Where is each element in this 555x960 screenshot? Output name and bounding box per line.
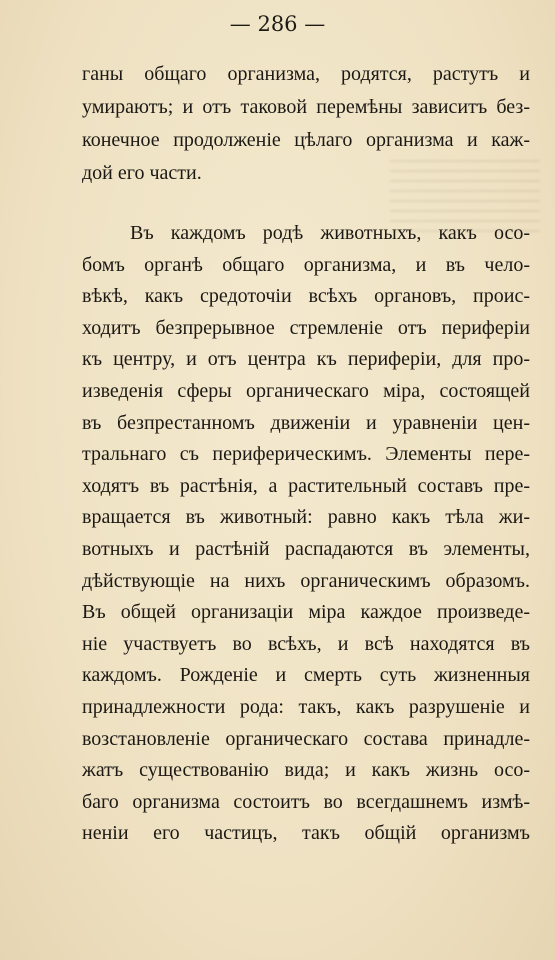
page-number: — 286 —: [229, 12, 326, 36]
text-line: баго организма состоитъ во всегдашнемъ измѣ-: [82, 790, 530, 813]
text-line: Въ каждомъ родѣ животныхъ, какъ осо-: [130, 222, 530, 244]
text-line: изведенія сферы органическаго міра, состоящей: [82, 379, 530, 402]
text-line: бомъ органѣ общаго организма, и въ чело-: [82, 253, 530, 276]
text-line: ганы общаго организма, родятся, растутъ и: [82, 63, 530, 85]
text-line: каждомъ. Рожденіе и смерть суть жизненныя: [82, 664, 530, 687]
text-line: вотныхъ и растѣній распадаются въ элементы,: [82, 537, 530, 560]
text-line: конечное продолженіе цѣлаго организма и каж-: [82, 129, 530, 151]
text-line: жатъ существованію вида; и какъ жизнь осо-: [82, 759, 530, 782]
text-line: вращается въ животный: равно какъ тѣла жи-: [82, 506, 530, 529]
text-line: Въ общей организаціи міра каждое произведе-: [82, 601, 530, 624]
text-line: къ центру, и отъ центра къ периферіи, для про-: [82, 348, 530, 371]
text-line: умираютъ; и отъ таковой перемѣны зависитъ без-: [82, 96, 530, 118]
text-line: дѣйствующіе на нихъ органическимъ образомъ.: [82, 569, 530, 592]
text-line: въ безпрестанномъ движеніи и уравненіи цен-: [82, 411, 530, 434]
text-line: дой его части.: [82, 162, 202, 184]
paragraph-main: [82, 218, 530, 850]
text-line: возстановленіе органическаго состава принадле-: [82, 727, 530, 750]
paragraph-continued: [82, 58, 530, 190]
text-line: неніи его частицъ, такъ общій организмъ: [82, 822, 530, 845]
text-line: тральнаго съ периферическимъ. Элементы пере-: [82, 443, 530, 466]
text-line: ходитъ безпрерывное стремленіе отъ периферіи: [82, 316, 530, 339]
text-line: ніе участвуетъ во всѣхъ, и всѣ находятся въ: [82, 632, 530, 655]
text-line: ходятъ въ растѣнія, а растительный составъ пре-: [82, 474, 530, 497]
text-line: принадлежности рода: такъ, какъ разрушеніе и: [82, 695, 530, 718]
text-line: вѣкѣ, какъ средоточіи всѣхъ органовъ, проис-: [82, 285, 530, 308]
